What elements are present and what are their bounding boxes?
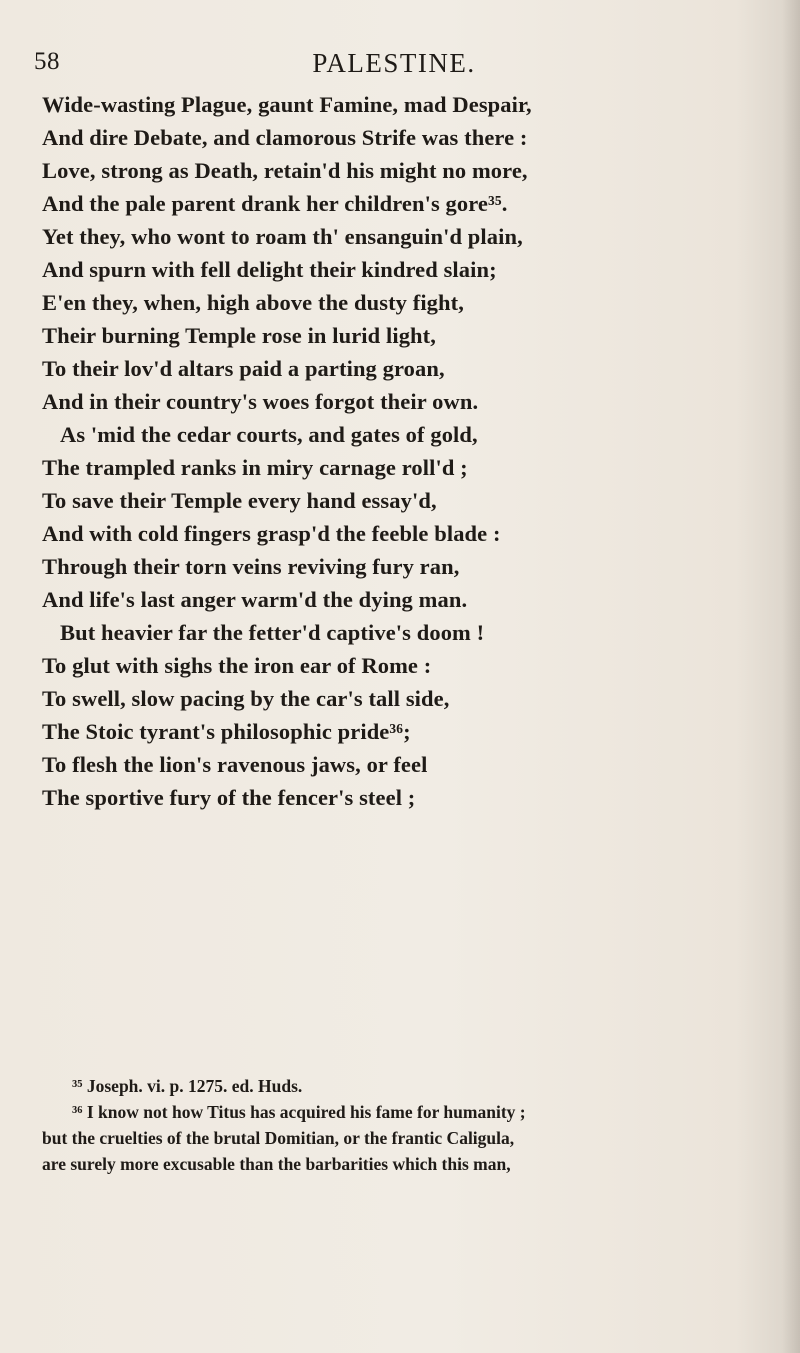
poem-line: To glut with sighs the iron ear of Rome : <box>42 653 432 678</box>
page-edge-shadow <box>782 0 800 1353</box>
poem-line: Their burning Temple rose in lurid light, <box>42 323 436 348</box>
footnotes <box>42 1073 764 1177</box>
poem-line: E'en they, when, high above the dusty fight, <box>42 290 464 315</box>
poem-line: The trampled ranks in miry carnage roll'd ; <box>42 455 468 480</box>
poem-line: And spurn with fell delight their kindred slain; <box>42 257 497 282</box>
poem-line: And life's last anger warm'd the dying man. <box>42 587 468 612</box>
poem-line: The sportive fury of the fencer's steel ; <box>42 785 416 810</box>
poem-line: To save their Temple every hand essay'd, <box>42 488 437 513</box>
running-title: PALESTINE. <box>312 48 476 78</box>
footnote-36-line: are surely more excusable than the barbarities which this man, <box>42 1154 511 1174</box>
poem-line: To their lov'd altars paid a parting groan, <box>42 356 445 381</box>
poem-line: The Stoic tyrant's philosophic pride³⁶; <box>42 719 411 744</box>
footnote-36-line: but the cruelties of the brutal Domitian, or the frantic Caligula, <box>42 1128 515 1148</box>
poem-line: Yet they, who wont to roam th' ensanguin'd plain, <box>42 224 523 249</box>
poem-line: Love, strong as Death, retain'd his might no more, <box>42 158 528 183</box>
footnote-35: ³⁵ Joseph. vi. p. 1275. ed. Huds. <box>72 1076 303 1096</box>
poem-line: And dire Debate, and clamorous Strife was there : <box>42 125 528 150</box>
poem-line: But heavier far the fetter'd captive's doom ! <box>60 620 485 645</box>
poem-line: To swell, slow pacing by the car's tall side, <box>42 686 450 711</box>
poem-line: And the pale parent drank her children's gore³⁵. <box>42 191 508 216</box>
poem-line: And in their country's woes forgot their own. <box>42 389 479 414</box>
poem-line: And with cold fingers grasp'd the feeble blade : <box>42 521 501 546</box>
poem-line: Wide-wasting Plague, gaunt Famine, mad Despair, <box>42 92 532 117</box>
poem-line: Through their torn veins reviving fury ran, <box>42 554 460 579</box>
poem-body <box>42 88 762 814</box>
poem-line: To flesh the lion's ravenous jaws, or feel <box>42 752 428 777</box>
footnote-36-line: ³⁶ I know not how Titus has acquired his fame for humanity ; <box>72 1102 526 1122</box>
page-number: 58 <box>34 48 60 75</box>
page-header <box>34 48 754 88</box>
poem-line: As 'mid the cedar courts, and gates of gold, <box>60 422 478 447</box>
